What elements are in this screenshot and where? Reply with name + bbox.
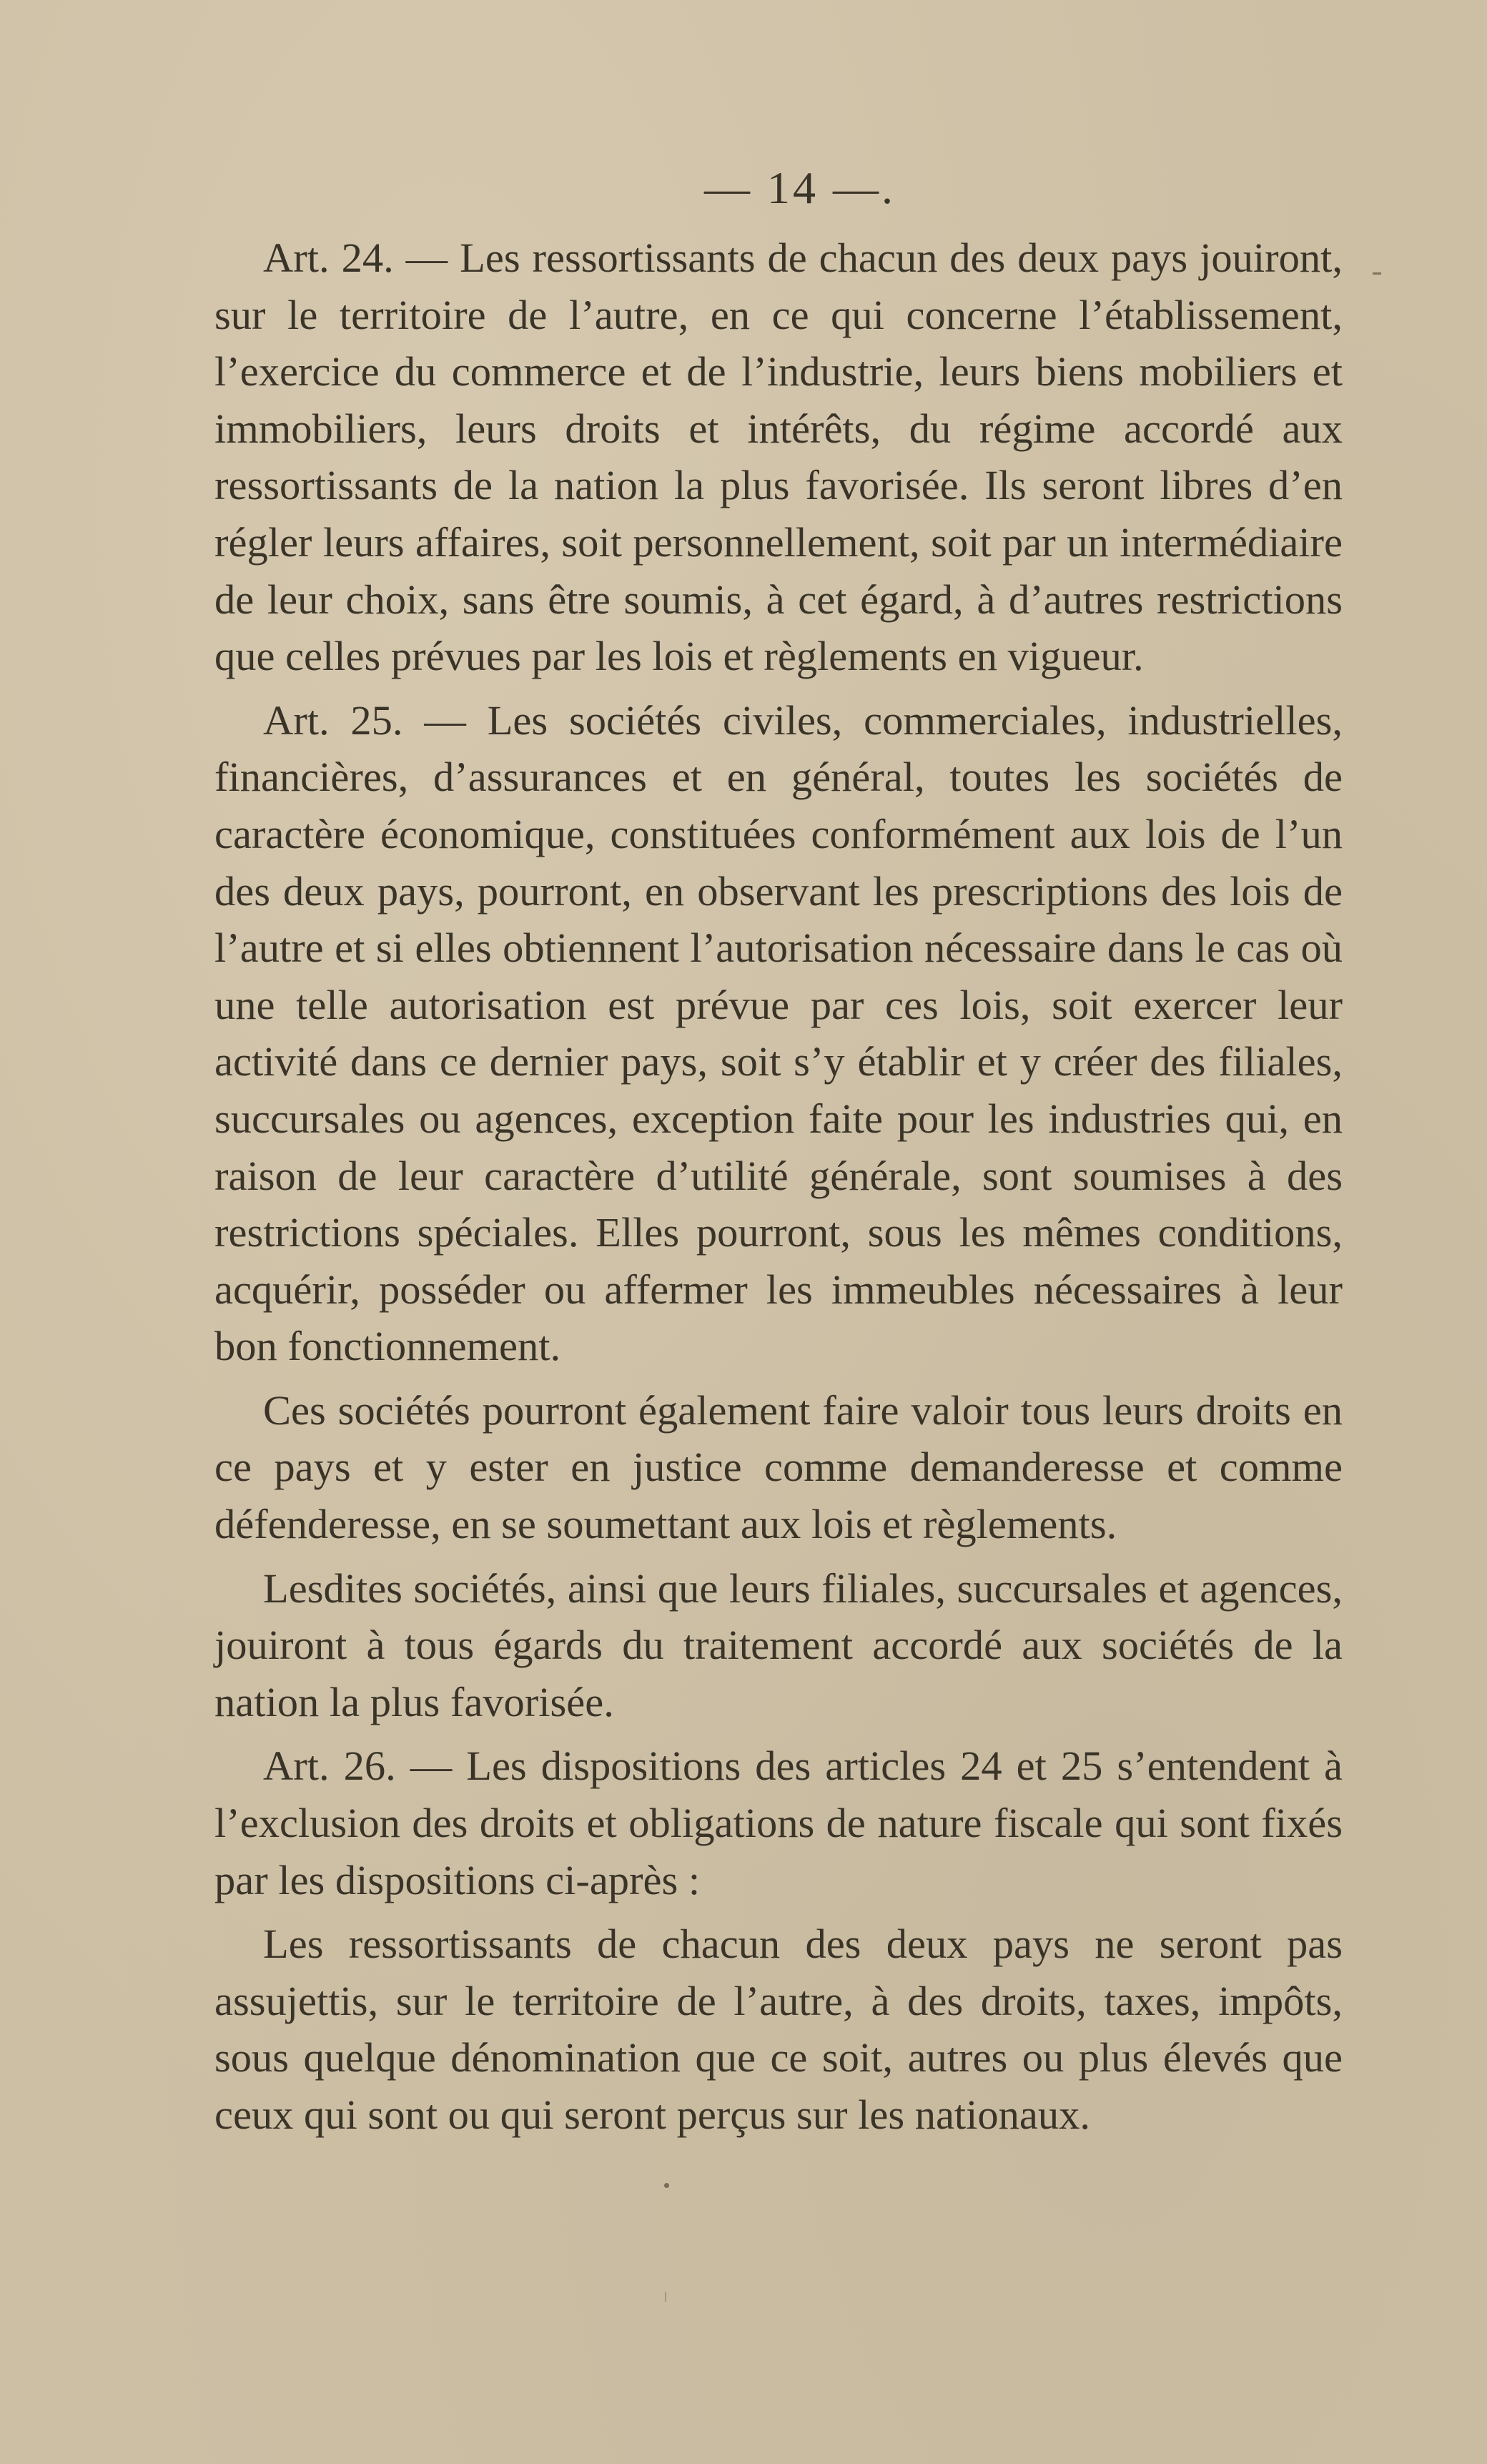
page-content: [214, 154, 1343, 2151]
article-26-second-paragraph: Les ressortissants de chacun des deux pays ne seront pas assujettis, sur le territoire de l’autre, à des droits, taxes, impôts, sous quelque dénomination que ce soit, autres ou plus élevés que ceux qui sont ou qui seront perçus sur les nationaux.: [214, 1921, 1343, 2138]
page-number: — 14 —.: [704, 162, 896, 213]
article-25-paragraph: Art. 25. — Les sociétés civiles, commerciales, industrielles, financières, d’assurances et en général, toutes les sociétés de caractère économique, constituées conformément aux lois de l’un des deux pays, pourront, en observant les prescriptions des lois de l’autre et si elles obtiennent l’autorisation nécessaire dans le cas où une telle autorisation est prévue par ces lois, soit exercer leur activité dans ce dernier pays, soit s’y établir et y créer des filiales, succursales ou agences, exception faite pour les industries qui, en raison de leur caractère d’utilité générale, sont soumises à des restrictions spéciales. Elles pourront, sous les mêmes conditions, acquérir, posséder ou affermer les immeubles nécessaires à leur bon fonctionnement.: [214, 696, 1343, 1370]
margin-dash-mark: [1373, 272, 1381, 275]
article-26-paragraph: Art. 26. — Les dispositions des articles 24 et 25 s’entendent à l’exclusion des droits et obligations de nature fiscale qui sont fixés par les dispositions ci-après :: [214, 1743, 1343, 1903]
article-25-third-paragraph: Lesdites sociétés, ainsi que leurs filiales, succursales et agences, jouiront à tous égards du traitement accordé aux sociétés de la nation la plus favorisée.: [214, 1564, 1343, 1725]
ink-speck: [664, 2183, 669, 2188]
paper-scratch: [665, 2292, 666, 2302]
article-25-second-paragraph: Ces sociétés pourront également faire valoir tous leurs droits en ce pays et y ester en justice comme demanderesse et comme défenderesse, en se soumettant aux lois et règlements.: [214, 1386, 1343, 1548]
article-24-paragraph: Art. 24. — Les ressortissants de chacun des deux pays jouiront, sur le territoire de l’autre, en ce qui concerne l’établissement, l’exercice du commerce et de l’industrie, leurs biens mobiliers et immobiliers, leurs droits et intérêts, du régime accordé aux ressortissants de la nation la plus favorisée. Ils seront libres d’en régler leurs affaires, soit personnellement, soit par un intermédiaire de leur choix, sans être soumis, à cet égard, à d’autres restrictions que celles prévues par les lois et règlements en vigueur.: [214, 235, 1343, 680]
